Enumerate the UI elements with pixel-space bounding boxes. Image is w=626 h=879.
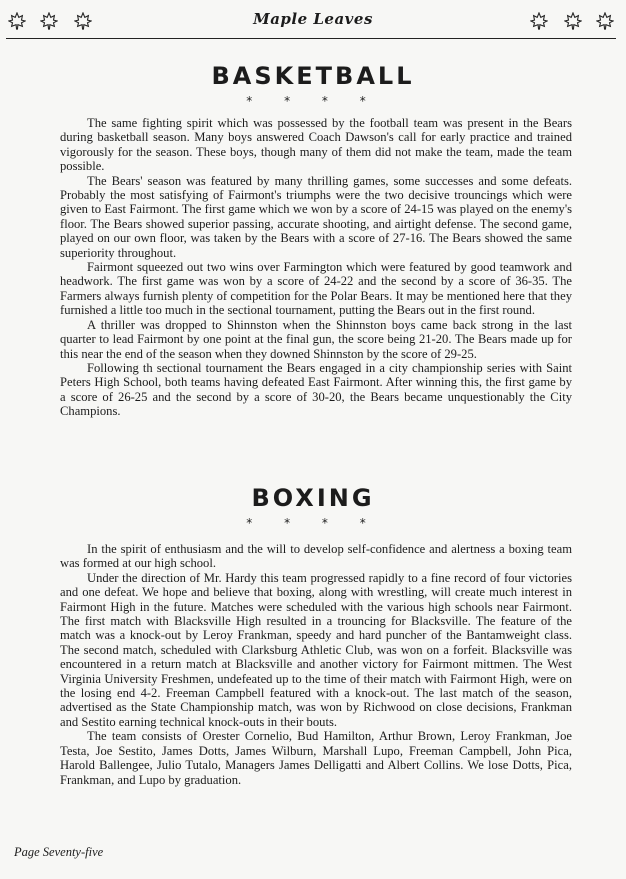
maple-leaf-icon — [530, 12, 548, 30]
header-title: Maple Leaves — [253, 10, 373, 28]
paragraph: Following th sectional tournament the Bears engaged in a city championship series with Saint Peters High School, both teams having defeated East Fairmont. After winning this, the first game by a score of 26-25 and the second by a score of 30-20, the Bears became unquestionably the City Champions. — [60, 360, 572, 419]
paragraph: A thriller was dropped to Shinnston when the Shinnston boys came back strong in the last quarter to lead Fairmont by one point at the final gun, the score being 21-20. The Bears made up for this near the end of the season when they downed Shinnston by the score of 29-25. — [60, 317, 572, 361]
paragraph: Fairmont squeezed out two wins over Farmington which were featured by good teamwork and headwork. The first game was won by a score of 24-22 and the second by a score of 36-35. The Farmers always furnish plenty of competition for the Polar Bears. It may be mentioned here that they furnished a little too much in the sectional tournament, putting the Bears out in the first round. — [60, 260, 572, 318]
paragraph: The team consists of Orester Cornelio, Bud Hamilton, Arthur Brown, Leroy Frankman, Joe Testa, Joe Sestito, James Dotts, James Wilburn, Marshall Lupo, Freeman Campbell, John Pica, Harold Ballengee, Julio Tutalo, Managers James Delligatti and Albert Collins. We lose Dotts, Pica, Frankman, and Lupo by graduation. — [60, 729, 572, 787]
maple-leaf-icon — [596, 12, 614, 30]
header-rule — [6, 38, 616, 39]
basketball-heading: BASKETBALL — [211, 62, 415, 90]
boxing-heading: BOXING — [251, 484, 375, 512]
page-header — [0, 4, 626, 38]
basketball-stars: * * * * — [246, 94, 380, 108]
paragraph: Under the direction of Mr. Hardy this team progressed rapidly to a fine record of four victories and one defeat. We hope and believe that boxing, along with wrestling, will create much interest in Fairmont High in the future. Matches were scheduled with the various high schools near Fairmont. The first match with Blacksville High resulted in a trouncing for Blacksville. The feature of the match was a knock-out by Leroy Frankman, speedy and hard puncher of the Bantamweight class. The second match, scheduled with Clarksburg Athletic Club, was won on a forfeit. Blacksville was encountered in a return match at Blacksville and another victory for Fairmont mittmen. The West Virginia University Freshmen, undefeated up to the time of their match with Fairmont High, were on the losing end 4-2. Freeman Campbell featured with a knock-out. The last match of the season, advertised as the State Championship match, was won by Richwood on close decisions, Frankman and Sestito earning technical knock-outs in their bouts. — [60, 570, 572, 729]
basketball-article — [60, 116, 572, 419]
paragraph: The same fighting spirit which was possessed by the football team was present in the Bears during basketball season. Many boys answered Coach Dawson's call for early practice and trained vigorously for the season. These boys, though many of them did not make the team, made the team possible. — [60, 116, 572, 174]
paragraph: The Bears' season was featured by many thrilling games, some successes and some defeats. Probably the most satisfying of Fairmont's triumphs were the two decisive trouncings which were given to East Fairmont. The first game which we won by a score of 24-15 was played on the enemy's floor. The Bears showed superior passing, accurate shooting, and airtight defense. The second game, played on our own floor, was taken by the Bears with a score of 27-16. The Bears showed the same superiority throughout. — [60, 173, 572, 260]
boxing-stars: * * * * — [246, 516, 380, 530]
maple-leaf-icon — [564, 12, 582, 30]
paragraph: In the spirit of enthusiasm and the will to develop self-confidence and alertness a boxing team was formed at our high school. — [60, 542, 572, 571]
boxing-article — [60, 542, 572, 787]
page-number: Page Seventy-five — [14, 845, 104, 859]
